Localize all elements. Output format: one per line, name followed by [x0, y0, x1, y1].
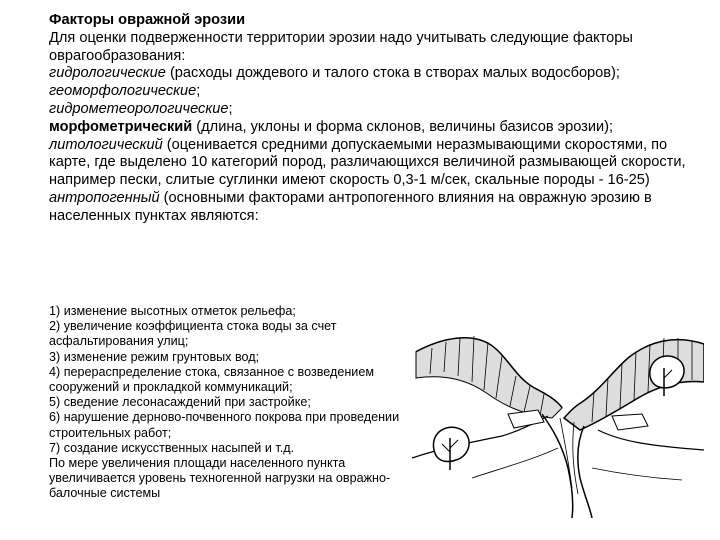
factor-desc: ; — [196, 83, 201, 100]
page-title: Факторы овражной эрозии — [49, 12, 246, 28]
factor-term: гидрометеорологические — [49, 100, 229, 117]
factor-morphometric — [49, 119, 689, 137]
list-item: 4) перераспределение стока, связанное с возведением сооружений и прокладкой коммуникаций; — [49, 364, 375, 395]
factor-desc: ; — [228, 100, 233, 117]
tree-icon — [433, 427, 469, 470]
main-text — [49, 12, 689, 226]
list-item: 1) изменение высотных отметок рельефа; — [49, 304, 296, 318]
factor-term: гидрологические — [49, 65, 166, 82]
factor-lithological — [49, 137, 689, 190]
list-item: 6) нарушение дерново-почвенного покрова при проведении строительных работ; — [49, 410, 400, 440]
factor-desc: (длина, уклоны и форма склонов, величины базисов эрозии); — [192, 118, 614, 135]
factor-hydrological — [49, 65, 689, 83]
factor-geomorphological — [49, 83, 689, 101]
factor-anthropogenic — [49, 190, 689, 226]
list-item: 7) создание искусственных насыпей и т.д. — [49, 440, 295, 455]
factor-term: литологический — [49, 136, 163, 153]
factor-term: геоморфологические — [49, 83, 197, 100]
factor-term: антропогенный — [49, 189, 160, 206]
list-item: 3) изменение режим грунтовых вод; — [49, 349, 260, 364]
ravine-illustration — [412, 318, 704, 518]
factor-term: морфометрический — [49, 118, 193, 135]
list-item: 5) сведение лесонасаждений при застройке; — [49, 395, 311, 410]
intro-text: Для оценки подверженности территории эрозии надо учитывать следующие факторы оврагообразования: — [49, 29, 633, 64]
factor-desc: (оценивается средними допускаемыми неразмывающими скоростями, по карте, где выделено 10 категорий пород, различающихся величиной размывающей скорости, например пески, слитые суглинки имеют скорость 0,3-1 м/сек, скальные породы - 16-25) — [49, 136, 686, 189]
factor-desc: (расходы дождевого и талого стока в створах малых водосборов); — [165, 65, 620, 82]
list-item: 2) увеличение коэффициента стока воды за счет асфальтирования улиц; — [49, 319, 337, 349]
factor-desc: (основными факторами антропогенного влияния на овражную эрозию в населенных пунктах являются: — [49, 189, 652, 224]
factor-hydrometeorological — [49, 101, 689, 119]
closing-text: По мере увеличения площади населенного пункта увеличивается уровень техногенной нагрузки на овражно-балочные системы — [49, 456, 391, 501]
anthropogenic-list — [49, 304, 429, 502]
